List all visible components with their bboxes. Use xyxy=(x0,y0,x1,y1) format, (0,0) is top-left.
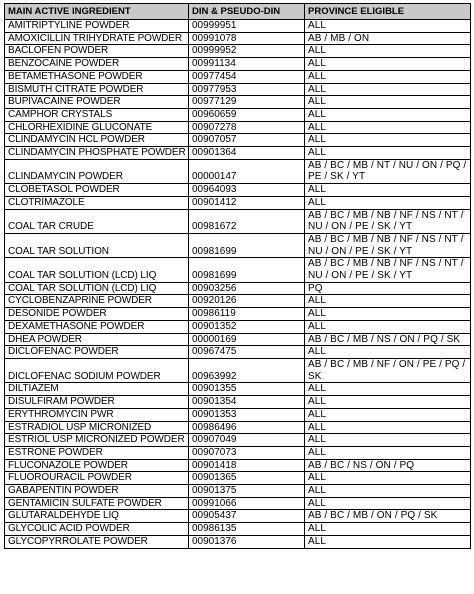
table-row xyxy=(5,358,471,382)
table-row xyxy=(5,32,471,45)
ingredient-cell: CLINDAMYCIN HCL POWDER xyxy=(5,134,189,147)
province-cell: ALL xyxy=(305,396,471,409)
province-cell: ALL xyxy=(305,446,471,459)
province-cell: ALL xyxy=(305,196,471,209)
din-cell: 00907057 xyxy=(189,134,305,147)
province-cell: ALL xyxy=(305,535,471,548)
province-cell: ALL xyxy=(305,497,471,510)
ingredient-cell: CLOTRIMAZOLE xyxy=(5,196,189,209)
province-cell: ALL xyxy=(305,147,471,160)
ingredient-cell: DISULFIRAM POWDER xyxy=(5,396,189,409)
ingredient-cell: ESTRADIOL USP MICRONIZED xyxy=(5,421,189,434)
province-cell: AB / BC / MB / NB / NF / NS / NT / NU / ON / PE / SK / YT xyxy=(305,258,471,282)
province-cell: ALL xyxy=(305,472,471,485)
province-cell: ALL xyxy=(305,121,471,134)
province-cell: ALL xyxy=(305,96,471,109)
province-cell: ALL xyxy=(305,20,471,33)
din-cell: 00903256 xyxy=(189,282,305,295)
ingredient-cell: BISMUTH CITRATE POWDER xyxy=(5,83,189,96)
ingredient-cell: CAMPHOR CRYSTALS xyxy=(5,108,189,121)
table-row xyxy=(5,20,471,33)
din-cell: 00907278 xyxy=(189,121,305,134)
province-cell: ALL xyxy=(305,83,471,96)
table-row xyxy=(5,510,471,523)
ingredient-cell: ERYTHROMYCIN PWR xyxy=(5,408,189,421)
province-cell: ALL xyxy=(305,320,471,333)
province-cell: ALL xyxy=(305,383,471,396)
province-cell: ALL xyxy=(305,434,471,447)
province-cell: ALL xyxy=(305,421,471,434)
din-cell: 00964093 xyxy=(189,184,305,197)
ingredient-table xyxy=(4,3,471,549)
ingredient-cell: COAL TAR SOLUTION (LCD) LIQ xyxy=(5,282,189,295)
province-cell: ALL xyxy=(305,485,471,498)
ingredient-cell: BUPIVACAINE POWDER xyxy=(5,96,189,109)
table-row xyxy=(5,83,471,96)
ingredient-cell: GLYCOPYRROLATE POWDER xyxy=(5,535,189,548)
table-row xyxy=(5,346,471,359)
table-row xyxy=(5,434,471,447)
table-row xyxy=(5,108,471,121)
ingredient-cell: DESONIDE POWDER xyxy=(5,308,189,321)
ingredient-cell: BETAMETHASONE POWDER xyxy=(5,70,189,83)
ingredient-cell: GLYCOLIC ACID POWDER xyxy=(5,523,189,536)
din-cell: 00905437 xyxy=(189,510,305,523)
ingredient-cell: AMITRIPTYLINE POWDER xyxy=(5,20,189,33)
ingredient-cell: ESTRIOL USP MICRONIZED POWDER xyxy=(5,434,189,447)
table-row xyxy=(5,121,471,134)
ingredient-cell: FLUCONAZOLE POWDER xyxy=(5,459,189,472)
ingredient-table-container xyxy=(4,3,471,549)
province-cell: AB / BC / MB / NB / NF / NS / NT / NU / ON / PE / SK / YT xyxy=(305,209,471,233)
ingredient-cell: CLINDAMYCIN POWDER xyxy=(5,159,189,183)
ingredient-cell: COAL TAR SOLUTION xyxy=(5,233,189,257)
din-cell: 00901353 xyxy=(189,408,305,421)
header-province-eligible: PROVINCE ELIGIBLE xyxy=(305,4,471,20)
ingredient-cell: CLINDAMYCIN PHOSPHATE POWDER xyxy=(5,147,189,160)
province-cell: AB / BC / MB / NB / NF / NS / NT / NU / ON / PE / SK / YT xyxy=(305,233,471,257)
din-cell: 00901354 xyxy=(189,396,305,409)
din-cell: 00920126 xyxy=(189,295,305,308)
province-cell: ALL xyxy=(305,45,471,58)
din-cell: 00977129 xyxy=(189,96,305,109)
ingredient-cell: DEXAMETHASONE POWDER xyxy=(5,320,189,333)
ingredient-cell: FLUOROURACIL POWDER xyxy=(5,472,189,485)
din-cell: 00901365 xyxy=(189,472,305,485)
table-row xyxy=(5,96,471,109)
table-row xyxy=(5,485,471,498)
ingredient-cell: COAL TAR CRUDE xyxy=(5,209,189,233)
ingredient-cell: GABAPENTIN POWDER xyxy=(5,485,189,498)
din-cell: 00986496 xyxy=(189,421,305,434)
table-row xyxy=(5,459,471,472)
table-row xyxy=(5,209,471,233)
ingredient-cell: DILTIAZEM xyxy=(5,383,189,396)
ingredient-cell: DICLOFENAC SODIUM POWDER xyxy=(5,358,189,382)
din-cell: 00986119 xyxy=(189,308,305,321)
din-cell: 00999951 xyxy=(189,20,305,33)
province-cell: AB / BC / MB / NS / ON / PQ / SK xyxy=(305,333,471,346)
table-row xyxy=(5,535,471,548)
ingredient-cell: DICLOFENAC POWDER xyxy=(5,346,189,359)
province-cell: ALL xyxy=(305,346,471,359)
table-row xyxy=(5,446,471,459)
table-row xyxy=(5,396,471,409)
province-cell: ALL xyxy=(305,184,471,197)
din-cell: 00901412 xyxy=(189,196,305,209)
table-row xyxy=(5,523,471,536)
province-cell: ALL xyxy=(305,58,471,71)
header-din: DIN & PSEUDO-DIN xyxy=(189,4,305,20)
ingredient-cell: COAL TAR SOLUTION (LCD) LIQ xyxy=(5,258,189,282)
ingredient-cell: BACLOFEN POWDER xyxy=(5,45,189,58)
header-main-active-ingredient: MAIN ACTIVE INGREDIENT xyxy=(5,4,189,20)
din-cell: 00960659 xyxy=(189,108,305,121)
din-cell: 00999952 xyxy=(189,45,305,58)
table-row xyxy=(5,308,471,321)
province-cell: AB / BC / MB / NF / ON / PE / PQ / SK xyxy=(305,358,471,382)
table-row xyxy=(5,134,471,147)
table-row xyxy=(5,295,471,308)
din-cell: 00981699 xyxy=(189,258,305,282)
table-row xyxy=(5,258,471,282)
table-row xyxy=(5,70,471,83)
province-cell: AB / BC / MB / ON / PQ / SK xyxy=(305,510,471,523)
ingredient-cell: CHLORHEXIDINE GLUCONATE xyxy=(5,121,189,134)
din-cell: 00991134 xyxy=(189,58,305,71)
din-cell: 00907049 xyxy=(189,434,305,447)
ingredient-cell: CYCLOBENZAPRINE POWDER xyxy=(5,295,189,308)
province-cell: AB / BC / NS / ON / PQ xyxy=(305,459,471,472)
din-cell: 00000169 xyxy=(189,333,305,346)
table-row xyxy=(5,421,471,434)
din-cell: 00901355 xyxy=(189,383,305,396)
province-cell: ALL xyxy=(305,70,471,83)
din-cell: 00991078 xyxy=(189,32,305,45)
province-cell: ALL xyxy=(305,523,471,536)
province-cell: ALL xyxy=(305,134,471,147)
din-cell: 00967475 xyxy=(189,346,305,359)
table-row xyxy=(5,159,471,183)
table-row xyxy=(5,147,471,160)
din-cell: 00901352 xyxy=(189,320,305,333)
province-cell: ALL xyxy=(305,408,471,421)
din-cell: 00963992 xyxy=(189,358,305,382)
province-cell: AB / MB / ON xyxy=(305,32,471,45)
table-row xyxy=(5,184,471,197)
din-cell: 00981672 xyxy=(189,209,305,233)
ingredient-cell: AMOXICILLIN TRIHYDRATE POWDER xyxy=(5,32,189,45)
din-cell: 00977454 xyxy=(189,70,305,83)
table-row xyxy=(5,233,471,257)
table-row xyxy=(5,196,471,209)
table-row xyxy=(5,408,471,421)
table-header-row xyxy=(5,4,471,20)
table-row xyxy=(5,333,471,346)
din-cell: 00901375 xyxy=(189,485,305,498)
din-cell: 00986135 xyxy=(189,523,305,536)
ingredient-cell: DHEA POWDER xyxy=(5,333,189,346)
ingredient-cell: ESTRONE POWDER xyxy=(5,446,189,459)
table-row xyxy=(5,282,471,295)
din-cell: 00981699 xyxy=(189,233,305,257)
table-row xyxy=(5,320,471,333)
din-cell: 00977953 xyxy=(189,83,305,96)
province-cell: ALL xyxy=(305,308,471,321)
table-row xyxy=(5,472,471,485)
table-row xyxy=(5,497,471,510)
table-row xyxy=(5,383,471,396)
province-cell: ALL xyxy=(305,295,471,308)
din-cell: 00000147 xyxy=(189,159,305,183)
din-cell: 00901376 xyxy=(189,535,305,548)
table-row xyxy=(5,58,471,71)
ingredient-cell: CLOBETASOL POWDER xyxy=(5,184,189,197)
din-cell: 00901364 xyxy=(189,147,305,160)
ingredient-cell: GENTAMICIN SULFATE POWDER xyxy=(5,497,189,510)
province-cell: ALL xyxy=(305,108,471,121)
province-cell: PQ xyxy=(305,282,471,295)
ingredient-cell: GLUTARALDEHYDE LIQ xyxy=(5,510,189,523)
province-cell: AB / BC / MB / NT / NU / ON / PQ / PE / SK / YT xyxy=(305,159,471,183)
table-row xyxy=(5,45,471,58)
ingredient-cell: BENZOCAINE POWDER xyxy=(5,58,189,71)
din-cell: 00901418 xyxy=(189,459,305,472)
din-cell: 00907073 xyxy=(189,446,305,459)
din-cell: 00991066 xyxy=(189,497,305,510)
